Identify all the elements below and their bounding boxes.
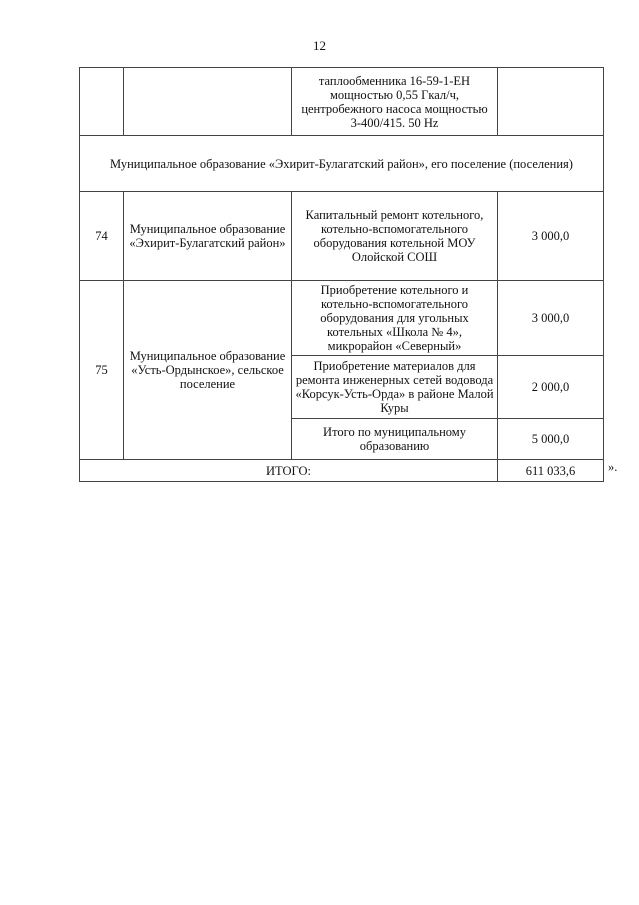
- table-row-section: [80, 136, 604, 192]
- section-heading: Муниципальное образование «Эхирит-Булагатский район», его поселение (поселения): [80, 136, 604, 192]
- row-amount: 2 000,0: [498, 356, 604, 419]
- table-row: [80, 281, 604, 356]
- cell-description: таплообменника 16-59-1-ЕН мощностью 0,55 Гкал/ч, центробежного насоса мощностью 3-400/415. 50 Hz: [292, 68, 498, 136]
- subtotal-amount: 5 000,0: [498, 419, 604, 460]
- row-description: Приобретение котельного и котельно-вспомогательного оборудования для угольных котельных «Школа № 4», микрорайон «Северный»: [292, 281, 498, 356]
- page-number: 12: [313, 38, 326, 53]
- total-label: ИТОГО:: [80, 460, 498, 482]
- total-amount: 611 033,6: [498, 460, 604, 482]
- row-number: 75: [80, 281, 124, 460]
- row-municipality: Муниципальное образование «Эхирит-Булагатский район»: [124, 192, 292, 281]
- table-row-total: [80, 460, 604, 482]
- cell-municipality-empty: [124, 68, 292, 136]
- budget-table: [79, 67, 604, 482]
- table-row-continued: [80, 68, 604, 136]
- row-municipality: Муниципальное образование «Усть-Ордынское», сельское поселение: [124, 281, 292, 460]
- table-row: [80, 192, 604, 281]
- subtotal-label: Итого по муниципальному образованию: [292, 419, 498, 460]
- cell-number-empty: [80, 68, 124, 136]
- row-amount: 3 000,0: [498, 192, 604, 281]
- row-number: 74: [80, 192, 124, 281]
- closing-quote-mark: ».: [608, 460, 618, 474]
- row-description: Капитальный ремонт котельного, котельно-вспомогательного оборудования котельной МОУ Олойской СОШ: [292, 192, 498, 281]
- cell-amount-empty: [498, 68, 604, 136]
- row-description: Приобретение материалов для ремонта инженерных сетей водовода «Корсук-Усть-Орда» в районе Малой Куры: [292, 356, 498, 419]
- row-amount: 3 000,0: [498, 281, 604, 356]
